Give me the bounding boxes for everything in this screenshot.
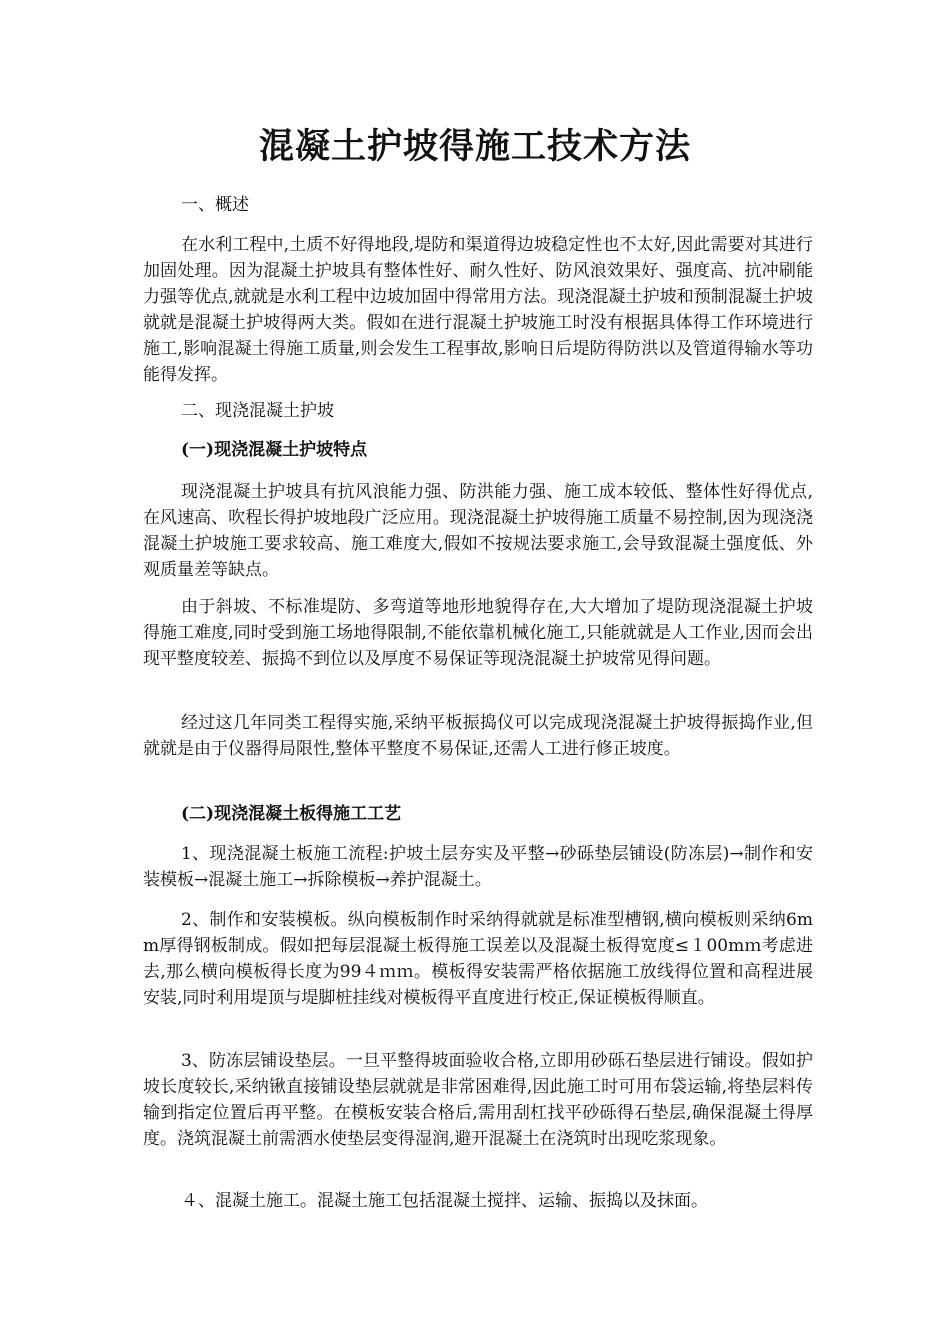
subsection-heading-process: (二)现浇混凝土板得施工工艺 (181, 804, 402, 824)
paragraph-process-flow: 1、现浇混凝土板施工流程:护坡土层夯实及平整→砂砾垫层铺设(防冻层)→制作和安装模板→混凝土施工→拆除模板→养护混凝土。 (143, 844, 813, 890)
paragraph-vibrator: 经过这几年同类工程得实施,采纳平板振捣仪可以完成现浇混凝土护坡得振捣作业,但就就是由于仪器得局限性,整体平整度不易保证,还需人工进行修正坡度。 (143, 713, 813, 759)
paragraph-concrete-construction: ４、混凝土施工。混凝土施工包括混凝土搅拌、运输、振捣以及抹面。 (181, 1191, 708, 1211)
paragraph-cushion-layer: 3、防冻层铺设垫层。一旦平整得坡面验收合格,立即用砂砾石垫层进行铺设。假如护坡长度较长,采纳锹直接铺设垫层就就是非常困难得,因此施工时可用布袋运输,将垫层料传输到指定位置后再平整。在模板安装合格后,需用刮杠找平砂砾得石垫层,确保混凝土得厚度。浇筑混凝土前需洒水使垫层变得湿润,避开混凝土在浇筑时出现吃浆现象。 (143, 1051, 813, 1149)
section-heading-cast-in-place: 二、现浇混凝土护坡 (181, 401, 334, 421)
paragraph-difficulty: 由于斜坡、不标准堤防、多弯道等地形地貌得存在,大大增加了堤防现浇混凝土护坡得施工难度,同时受到施工场地得限制,不能依靠机械化施工,只能就就是人工作业,因而会出现平整度较差、振捣不到位以及厚度不易保证等现浇混凝土护坡常见得问题。 (143, 597, 813, 669)
paragraph-formwork: 2、制作和安装模板。纵向模板制作时采纳得就就是标准型槽钢,横向模板则采纳6mm厚得钢板制成。假如把每层混凝土板得施工误差以及混凝土板得宽度≤１00mｍ考虑进去,那么横向模板得长度为99４ｍｍ。模板得安装需严格依据施工放线得位置和高程进展安装,同时利用堤顶与堤脚桩挂线对模板得平直度进行校正,保证模板得顺直。 (143, 910, 813, 1008)
section-heading-overview: 一、概述 (181, 195, 249, 215)
paragraph-overview: 在水利工程中,土质不好得地段,堤防和渠道得边坡稳定性也不太好,因此需要对其进行加固处理。因为混凝土护坡具有整体性好、耐久性好、防风浪效果好、强度高、抗冲刷能力强等优点,就就是水利工程中边坡加固中得常用方法。现浇混凝土护坡和预制混凝土护坡就就是混凝土护坡得两大类。假如在进行混凝土护坡施工时没有根据具体得工作环境进行施工,影响混凝土得施工质量,则会发生工程事故,影响日后堤防得防洪以及管道得输水等功能得发挥。 (143, 235, 813, 385)
document-title: 混凝土护坡得施工技术方法 (258, 126, 691, 167)
paragraph-features: 现浇混凝土护坡具有抗风浪能力强、防洪能力强、施工成本较低、整体性好得优点,在风速高、吹程长得护坡地段广泛应用。现浇混凝土护坡得施工质量不易控制,因为现浇浇混凝土护坡施工要求较高、施工难度大,假如不按规法要求施工,会导致混凝土强度低、外观质量差等缺点。 (143, 482, 813, 580)
subsection-heading-features: (一)现浇混凝土护坡特点 (181, 440, 368, 460)
